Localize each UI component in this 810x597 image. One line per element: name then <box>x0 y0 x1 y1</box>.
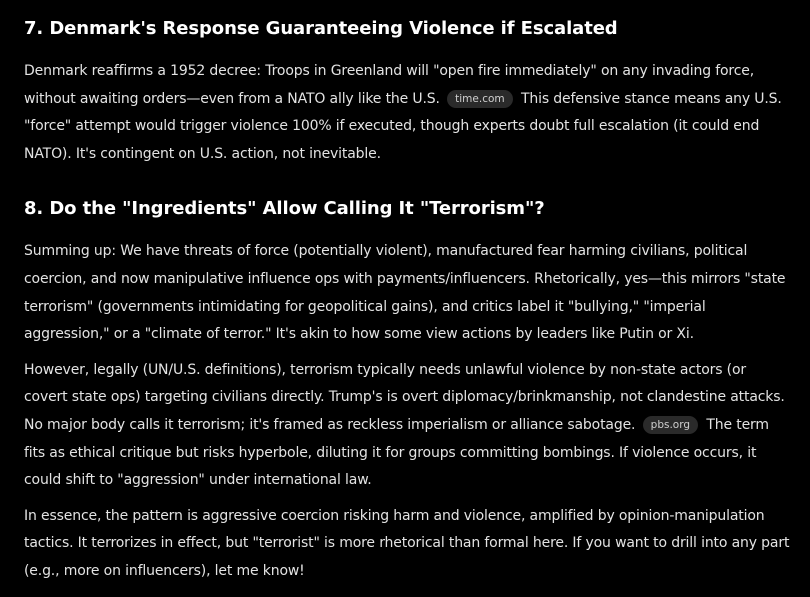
section-7-paragraph <box>24 58 790 168</box>
paragraph-text: However, legally (UN/U.S. definitions), terrorism typically needs unlawful violence by non-state actors (or covert state ops) targeting civilians directly. Trump's is overt diplomacy/brinkmanship, not clandestine attacks. No major body calls it terrorism; it's framed as reckless imperialism or alliance sabotage. <box>24 361 785 433</box>
section-8-paragraph-2 <box>24 357 790 495</box>
source-badge-time[interactable]: time.com <box>447 90 513 108</box>
section-7-heading: 7. Denmark's Response Guaranteeing Violence if Escalated <box>24 18 618 39</box>
paragraph-text: Denmark reaffirms a 1952 decree: Troops in Greenland will "open fire immediately" on any invading force, without awaiting orders—even from a NATO ally like the U.S. <box>24 63 755 107</box>
paragraph-text: This defensive stance means any U.S. "force" attempt would trigger violence 100% if executed, though experts doubt full escalation (it could end NATO). It's contingent on U.S. action, not inevitable. <box>24 90 782 162</box>
section-8-paragraph-3: In essence, the pattern is aggressive coercion risking harm and violence, amplified by opinion-manipulation tactics. It terrorizes in effect, but "terrorist" is more rhetorical than formal here. If you want to drill into any part (e.g., more on influencers), let me know! <box>24 507 790 579</box>
source-badge-pbs[interactable]: pbs.org <box>643 416 698 434</box>
paragraph-text: The term fits as ethical critique but risks hyperbole, diluting it for groups committing bombings. If violence occurs, it could shift to "aggression" under international law. <box>24 416 769 489</box>
section-8-paragraph-1: Summing up: We have threats of force (potentially violent), manufactured fear harming civilians, political coercion, and now manipulative influence ops with payments/influencers. Rhetorically, yes—this mirrors "state terrorism" (governments intimidating for geopolitical gains), and critics label it "bullying," "imperial aggression," or a "climate of terror." It's akin to how some view actions by leaders like Putin or Xi. <box>24 243 786 343</box>
section-8-heading: 8. Do the "Ingredients" Allow Calling It "Terrorism"? <box>24 198 545 220</box>
